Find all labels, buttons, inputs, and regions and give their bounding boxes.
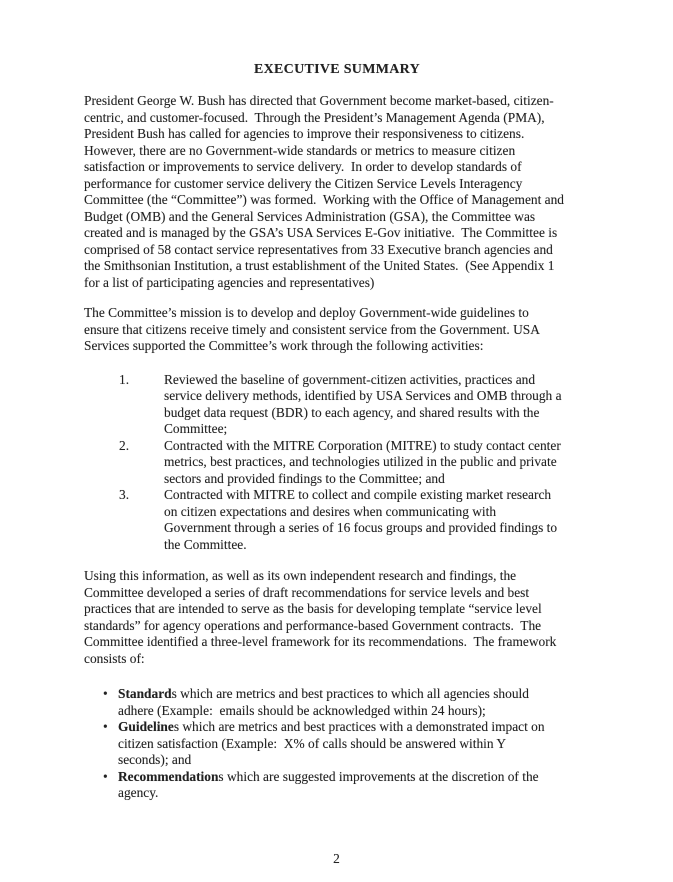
text-line: Services supported the Committee’s work through the following activities:	[84, 338, 484, 353]
text-line	[118, 769, 590, 786]
list-number: 3.	[119, 487, 130, 502]
bold-term: Standard	[118, 686, 172, 701]
text-line: metrics, best practices, and technologies utilized in the public and private	[164, 454, 557, 469]
text-line: for a list of participating agencies and representatives)	[84, 274, 375, 290]
text-line: satisfaction or improvements to service delivery. In order to develop standards of	[84, 159, 522, 174]
text-line: agency.	[118, 785, 159, 800]
text-line: Committee (the “Committee”) was formed. Working with the Office of Management and	[84, 192, 564, 207]
text-line: consists of:	[84, 650, 145, 666]
text-line: seconds); and	[118, 752, 192, 767]
paragraph-mission	[84, 305, 590, 355]
bullet-marker: •	[103, 768, 108, 784]
list-item-3	[84, 487, 590, 553]
bold-term: Recommendation	[118, 768, 219, 784]
text-line: on citizen expectations and desires when communicating with	[164, 503, 497, 519]
bullet-item-recommendations	[84, 769, 590, 802]
list-item-2	[84, 438, 590, 488]
paragraph-framework	[84, 568, 590, 667]
text-line: sectors and provided findings to the Committee; and	[164, 470, 445, 486]
text-line: centric, and customer-focused. Through the President’s Management Agenda (PMA),	[84, 109, 545, 125]
text-line: However, there are no Government-wide standards or metrics to measure citizen	[84, 142, 516, 158]
text-line: Committee;	[164, 421, 228, 436]
text-run: s which are metrics and best practices to which all agencies should	[171, 686, 529, 701]
text-line: adhere (Example: emails should be acknowledged within 24 hours);	[118, 702, 486, 718]
text-line: President Bush has called for agencies to improve their responsiveness to citizens.	[84, 126, 525, 141]
text-line	[118, 686, 590, 703]
text-line: created and is managed by the GSA’s USA Services E-Gov initiative. The Committee is	[84, 225, 558, 240]
paragraph-intro	[84, 93, 590, 291]
text-line: comprised of 58 contact service representatives from 33 Executive branch agencies and	[84, 241, 553, 257]
text-line: ensure that citizens receive timely and consistent service from the Government. USA	[84, 321, 540, 337]
text-line: Reviewed the baseline of government-citizen activities, practices and	[164, 371, 536, 387]
page-title: EXECUTIVE SUMMARY	[253, 62, 420, 77]
text-line: performance for customer service delivery the Citizen Service Levels Interagency	[84, 175, 523, 191]
text-line: President George W. Bush has directed that Government become market-based, citizen-	[84, 93, 554, 108]
text-line: Committee identified a three-level framework for its recommendations. The framework	[84, 634, 557, 649]
text-line: The Committee’s mission is to develop and deploy Government-wide guidelines to	[84, 305, 529, 320]
text-line	[118, 719, 590, 736]
text-line: practices that are intended to serve as the basis for developing template “service level	[84, 601, 542, 616]
text-line: standards” for agency operations and performance-based Government contracts. The	[84, 617, 542, 633]
page-number: 2	[333, 851, 340, 866]
text-line: Using this information, as well as its own independent research and findings, the	[84, 568, 517, 583]
text-line: Contracted with MITRE to collect and compile existing market research	[164, 487, 552, 502]
list-item-1	[84, 372, 590, 438]
text-run: s which are suggested improvements at the discretion of the	[218, 768, 539, 784]
bullet-item-guidelines	[84, 719, 590, 769]
text-line: Government through a series of 16 focus groups and provided findings to	[164, 520, 558, 535]
text-run: s which are metrics and best practices with a demonstrated impact on	[173, 719, 545, 734]
text-line: the Committee.	[164, 536, 247, 552]
text-line: citizen satisfaction (Example: X% of calls should be answered within Y	[118, 735, 507, 751]
bullet-list	[84, 686, 590, 802]
text-line: the Smithsonian Institution, a trust establishment of the United States. (See Appendix 1	[84, 258, 555, 273]
text-line: Budget (OMB) and the General Services Administration (GSA), the Committee was	[84, 208, 536, 224]
numbered-list	[84, 372, 590, 554]
text-line: service delivery methods, identified by USA Services and OMB through a	[164, 388, 562, 403]
bullet-item-standards	[84, 686, 590, 719]
text-line: Contracted with the MITRE Corporation (MITRE) to study contact center	[164, 437, 561, 453]
document-content	[84, 61, 590, 802]
text-line: Committee developed a series of draft recommendations for service levels and best	[84, 584, 530, 600]
bold-term: Guideline	[118, 719, 174, 734]
bullet-marker: •	[103, 719, 108, 734]
bullet-marker: •	[103, 686, 108, 701]
text-line: budget data request (BDR) to each agency, and shared results with the	[164, 404, 540, 420]
list-number: 2.	[119, 437, 130, 453]
list-number: 1.	[119, 371, 130, 387]
